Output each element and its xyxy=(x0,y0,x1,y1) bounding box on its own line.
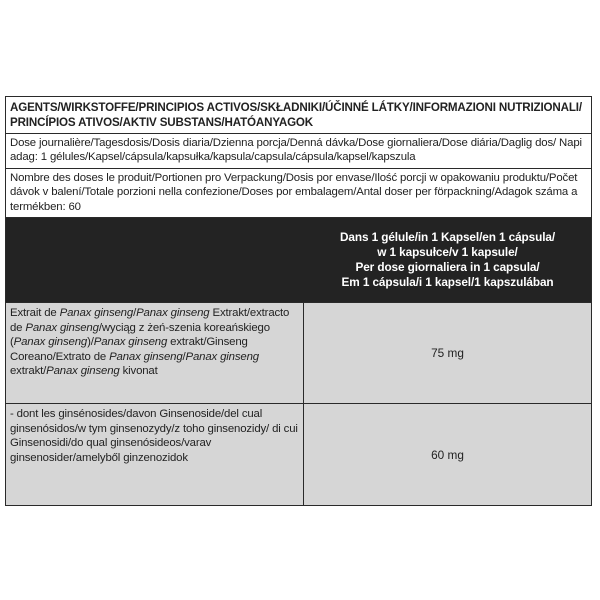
nutrition-table xyxy=(5,96,592,506)
servings-row: Nombre des doses le produit/Portionen pro Verpackung/Dosis por envase/Ilość porcji w opakowaniu produktu/Počet dávok v balení/Totale porzioni nella confezione/Doses por embalagem/Antal doser per förpackning/Adagok száma a termékben: 60 xyxy=(6,169,591,218)
daily-dose-row: Dose journalière/Tagesdosis/Dosis diaria/Dzienna porcja/Denná dávka/Dose giornaliera/Dose diária/Daglig dos/ Napi adag: 1 gélules/Kapsel/cápsula/kapsułka/kapsula/capsula/cápsula/kapsel/kapszula xyxy=(6,134,591,169)
table-row xyxy=(6,404,591,505)
ingredient-name-ginseng-extract: Extrait de Panax ginseng/Panax ginseng Extrakt/extracto de Panax ginseng/wyciąg z żeń-szenia koreańskiego (Panax ginseng)/Panax ginseng extrakt/Ginseng Coreano/Extrato de Panax ginseng/Panax ginseng extrakt/Panax ginseng kivonat xyxy=(6,303,304,403)
table-row xyxy=(6,303,591,404)
table-body xyxy=(6,303,591,505)
column-header-line: Per dose giornaliera in 1 capsula/ xyxy=(355,260,540,275)
column-header-per-capsule xyxy=(304,218,591,302)
column-header-empty xyxy=(6,218,304,302)
ingredient-name-ginsenosides: - dont les ginsénosides/davon Ginsenoside/del cual ginsenósidos/w tym ginsenozydy/z toho ginsenozidy/ di cui Ginsenosidi/do qual ginsenósideos/varav ginsenosider/amelyből ginzenozidok xyxy=(6,404,304,505)
table-title: AGENTS/WIRKSTOFFE/PRINCIPIOS ACTIVOS/SKŁADNIKI/ÚČINNÉ LÁTKY/INFORMAZIONI NUTRIZIONALI/ PRINCÍPIOS ATIVOS/AKTIV SUBSTANS/HATÓANYAGOK xyxy=(6,97,591,134)
column-header-line: Dans 1 gélule/in 1 Kapsel/en 1 cápsula/ xyxy=(339,230,556,245)
column-header-line: w 1 kapsułce/v 1 kapsule/ xyxy=(377,245,518,260)
column-header-line: Em 1 cápsula/i 1 kapsel/1 kapszulában xyxy=(341,275,554,290)
ingredient-amount: 60 mg xyxy=(304,404,591,505)
column-header-row xyxy=(6,218,591,303)
ingredient-amount: 75 mg xyxy=(304,303,591,403)
